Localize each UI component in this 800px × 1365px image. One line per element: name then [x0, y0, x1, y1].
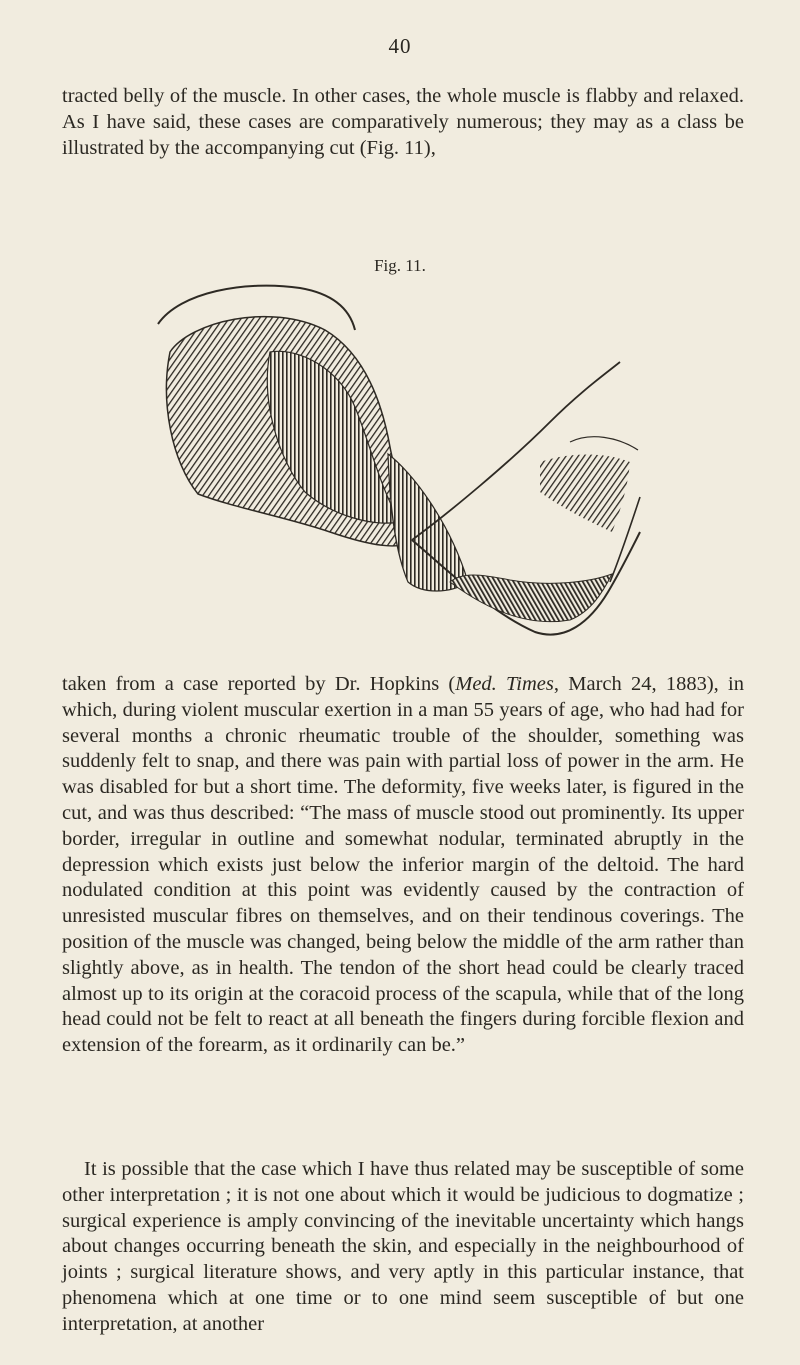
- arm-engraving: [150, 282, 660, 660]
- forearm-shading: [540, 455, 630, 533]
- body1-text-b: , March 24, 1883), in which, during violent muscular exertion in a man 55 years of age, who had had for several months a chronic rheumatic trouble of the shoulder, something was suddenly felt to snap, and there was pain with partial loss of power in the arm. He was disabled for but a short time. The deformity, five weeks later, is figured in the cut, and was thus described: “The mass of muscle stood out prominently. Its upper border, irregular in outline and somewhat nodular, terminated abruptly in the depression which exists just below the inferior margin of the deltoid. The hard nodulated condition at this point was evidently caused by the contraction of unresisted muscular fibres on themselves, and on their tendinous coverings. The position of the muscle was changed, being below the middle of the arm rather than slightly above, as in health. The tendon of the short head could be clearly traced almost up to its origin at the coracoid process of the scapula, while that of the long head could not be felt to react at all beneath the fingers during forcible flexion and extension of the forearm, as it ordinarily can be.”: [62, 673, 744, 1057]
- elbow-muscle-mass: [388, 454, 468, 591]
- figure-caption: Fig. 11.: [374, 256, 426, 275]
- elbow-shading: [450, 574, 612, 622]
- body-paragraph-2: It is possible that the case which I have thus related may be susceptible of some other interpretation ; it is not one about which it would be judicious to dogmatize ; surgical experience is amply convincing of the inevitable uncertainty which hangs about changes occurring beneath the skin, and especially in the neighbourhood of joints ; surgical literature shows, and very aptly in this particular instance, that phenomena which at one time or to one mind seem susceptible of but one interpretation, at another: [62, 1158, 744, 1335]
- journal-title: Med. Times: [455, 673, 554, 695]
- intro-paragraph: tracted belly of the muscle. In other cases, the whole muscle is flabby and relaxed. As I have said, these cases are comparatively numerous; they may as a class be illustrated by the accompanying cut (Fig. 11),: [62, 85, 744, 159]
- forearm-detail: [570, 437, 638, 450]
- figure-11-illustration: [150, 282, 660, 660]
- body1-text-a: taken from a case reported by Dr. Hopkins (: [62, 673, 456, 695]
- body-paragraph-1: [62, 672, 744, 1059]
- page-number: 40: [388, 34, 412, 58]
